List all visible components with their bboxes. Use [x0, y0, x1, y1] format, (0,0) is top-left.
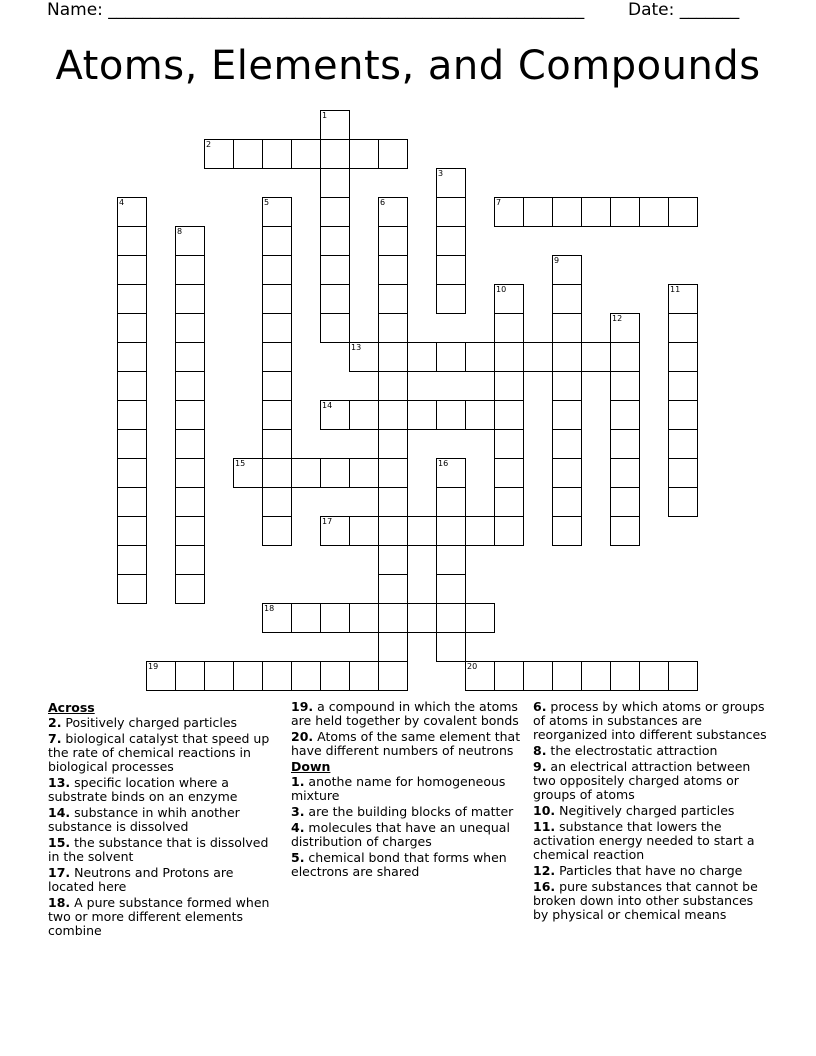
grid-cell[interactable]: [175, 400, 205, 430]
grid-cell[interactable]: [552, 458, 582, 488]
grid-cell[interactable]: [349, 400, 379, 430]
clue-number: 10.: [533, 803, 556, 818]
clue-number: 7.: [48, 731, 62, 746]
clue-item: [48, 806, 280, 834]
grid-cell[interactable]: [494, 313, 524, 343]
clue-text: Positively charged particles: [61, 715, 238, 730]
grid-cell[interactable]: [378, 545, 408, 575]
grid-cell[interactable]: [552, 197, 582, 227]
grid-cell[interactable]: [378, 197, 408, 227]
grid-cell[interactable]: [320, 255, 350, 285]
grid-cell[interactable]: [349, 661, 379, 691]
grid-cell[interactable]: [494, 342, 524, 372]
grid-cell[interactable]: [175, 574, 205, 604]
grid-cell[interactable]: [291, 661, 321, 691]
grid-cell[interactable]: [436, 226, 466, 256]
grid-cell[interactable]: [494, 516, 524, 546]
grid-cell[interactable]: [175, 284, 205, 314]
grid-cell[interactable]: [436, 632, 466, 662]
clue-item: [291, 730, 527, 758]
clue-text: substance that lowers the activation energy needed to start a chemical reaction: [533, 819, 755, 862]
cell-number: 2: [206, 140, 212, 149]
grid-cell[interactable]: [320, 458, 350, 488]
grid-cell[interactable]: [378, 139, 408, 169]
grid-cell[interactable]: [668, 661, 698, 691]
clue-number: 4.: [291, 820, 305, 835]
clue-item: [291, 700, 527, 728]
grid-cell[interactable]: [610, 400, 640, 430]
cell-number: 16: [438, 459, 449, 468]
clue-number: 12.: [533, 863, 556, 878]
grid-cell[interactable]: [436, 342, 466, 372]
grid-cell[interactable]: [407, 516, 437, 546]
cell-number: 7: [496, 198, 502, 207]
grid-cell[interactable]: [117, 458, 147, 488]
grid-cell[interactable]: [552, 284, 582, 314]
grid-cell[interactable]: [291, 458, 321, 488]
grid-cell[interactable]: [494, 284, 524, 314]
clue-number: 19.: [291, 699, 314, 714]
clue-item: [533, 804, 767, 818]
clue-number: 18.: [48, 895, 71, 910]
grid-cell[interactable]: [552, 487, 582, 517]
clue-item: [291, 775, 527, 803]
clue-text: substance in whih another substance is dissolved: [48, 805, 240, 834]
grid-cell[interactable]: [175, 487, 205, 517]
grid-cell[interactable]: [262, 342, 292, 372]
cell-number: 9: [554, 256, 560, 265]
grid-cell[interactable]: [436, 400, 466, 430]
grid-cell[interactable]: [407, 400, 437, 430]
grid-cell[interactable]: [581, 661, 611, 691]
cell-number: 1: [322, 111, 328, 120]
grid-cell[interactable]: [175, 342, 205, 372]
grid-cell[interactable]: [523, 197, 553, 227]
grid-cell[interactable]: [494, 458, 524, 488]
clue-text: are the building blocks of matter: [304, 804, 514, 819]
clue-text: Neutrons and Protons are located here: [48, 865, 234, 894]
clue-number: 20.: [291, 729, 314, 744]
grid-cell[interactable]: [175, 545, 205, 575]
grid-cell[interactable]: [378, 574, 408, 604]
clue-text: the electrostatic attraction: [546, 743, 718, 758]
grid-cell[interactable]: [117, 226, 147, 256]
grid-cell[interactable]: [320, 516, 350, 546]
grid-cell[interactable]: [262, 458, 292, 488]
grid-cell[interactable]: [552, 313, 582, 343]
cell-number: 6: [380, 198, 386, 207]
grid-cell[interactable]: [494, 400, 524, 430]
grid-cell[interactable]: [436, 574, 466, 604]
grid-cell[interactable]: [639, 197, 669, 227]
clue-text: Negitively charged particles: [555, 803, 735, 818]
cell-number: 19: [148, 662, 159, 671]
grid-cell[interactable]: [291, 139, 321, 169]
grid-cell[interactable]: [494, 429, 524, 459]
grid-cell[interactable]: [465, 603, 495, 633]
grid-cell[interactable]: [668, 371, 698, 401]
grid-cell[interactable]: [262, 429, 292, 459]
cell-number: 12: [612, 314, 623, 323]
grid-cell[interactable]: [262, 255, 292, 285]
clue-item: [533, 820, 767, 862]
clue-number: 15.: [48, 835, 71, 850]
grid-cell[interactable]: [175, 313, 205, 343]
grid-cell[interactable]: [175, 371, 205, 401]
grid-cell[interactable]: [262, 487, 292, 517]
clue-item: [291, 821, 527, 849]
grid-cell[interactable]: [610, 661, 640, 691]
grid-cell[interactable]: [436, 458, 466, 488]
clue-text: A pure substance formed when two or more different elements combine: [48, 895, 270, 938]
grid-cell[interactable]: [175, 661, 205, 691]
grid-cell[interactable]: [349, 516, 379, 546]
grid-cell[interactable]: [320, 197, 350, 227]
grid-cell[interactable]: [262, 139, 292, 169]
grid-cell[interactable]: [378, 603, 408, 633]
grid-cell[interactable]: [320, 284, 350, 314]
grid-cell[interactable]: [378, 400, 408, 430]
clue-text: an electrical attraction between two oppositely charged atoms or groups of atoms: [533, 759, 751, 802]
grid-cell[interactable]: [117, 371, 147, 401]
grid-cell[interactable]: [436, 284, 466, 314]
grid-cell[interactable]: [552, 429, 582, 459]
grid-cell[interactable]: [117, 313, 147, 343]
grid-cell[interactable]: [668, 197, 698, 227]
clue-text: Particles that have no charge: [555, 863, 743, 878]
grid-cell[interactable]: [320, 226, 350, 256]
grid-cell[interactable]: [378, 487, 408, 517]
grid-cell[interactable]: [378, 429, 408, 459]
grid-cell[interactable]: [407, 342, 437, 372]
grid-cell[interactable]: [320, 661, 350, 691]
grid-cell[interactable]: [378, 226, 408, 256]
clue-number: 11.: [533, 819, 556, 834]
grid-cell[interactable]: [581, 197, 611, 227]
grid-cell[interactable]: [117, 342, 147, 372]
date-field[interactable]: Date: _______: [628, 0, 740, 20]
grid-cell[interactable]: [262, 313, 292, 343]
cell-number: 13: [351, 343, 362, 352]
clue-number: 14.: [48, 805, 71, 820]
grid-cell[interactable]: [117, 574, 147, 604]
grid-cell[interactable]: [262, 400, 292, 430]
grid-cell[interactable]: [320, 400, 350, 430]
grid-cell[interactable]: [320, 168, 350, 198]
grid-cell[interactable]: [378, 371, 408, 401]
clue-section-heading: Across: [48, 700, 95, 715]
cell-number: 14: [322, 401, 333, 410]
grid-cell[interactable]: [436, 545, 466, 575]
grid-cell[interactable]: [668, 400, 698, 430]
clue-number: 9.: [533, 759, 547, 774]
grid-cell[interactable]: [610, 516, 640, 546]
grid-cell[interactable]: [552, 371, 582, 401]
grid-cell[interactable]: [523, 661, 553, 691]
grid-cell[interactable]: [552, 342, 582, 372]
clue-item: [533, 744, 767, 758]
grid-cell[interactable]: [378, 632, 408, 662]
grid-cell[interactable]: [523, 342, 553, 372]
grid-cell[interactable]: [378, 284, 408, 314]
clue-number: 3.: [291, 804, 305, 819]
grid-cell[interactable]: [378, 255, 408, 285]
grid-cell[interactable]: [291, 603, 321, 633]
clue-item: [533, 760, 767, 802]
grid-cell[interactable]: [610, 487, 640, 517]
grid-cell[interactable]: [436, 487, 466, 517]
grid-cell[interactable]: [552, 661, 582, 691]
grid-cell[interactable]: [610, 429, 640, 459]
cell-number: 15: [235, 459, 246, 468]
grid-cell[interactable]: [117, 255, 147, 285]
grid-cell[interactable]: [378, 458, 408, 488]
grid-cell[interactable]: [117, 487, 147, 517]
grid-cell[interactable]: [668, 284, 698, 314]
cell-number: 4: [119, 198, 125, 207]
grid-cell[interactable]: [204, 661, 234, 691]
clue-text: biological catalyst that speed up the rate of chemical reactions in biological processes: [48, 731, 270, 774]
cell-number: 11: [670, 285, 681, 294]
grid-cell[interactable]: [465, 342, 495, 372]
clue-text: chemical bond that forms when electrons are shared: [291, 850, 507, 879]
grid-cell[interactable]: [175, 226, 205, 256]
grid-cell[interactable]: [436, 197, 466, 227]
grid-cell[interactable]: [610, 371, 640, 401]
clue-number: 2.: [48, 715, 62, 730]
grid-cell[interactable]: [175, 458, 205, 488]
clue-number: 1.: [291, 774, 305, 789]
grid-cell[interactable]: [349, 603, 379, 633]
grid-cell[interactable]: [320, 110, 350, 140]
clue-item: [291, 851, 527, 879]
grid-cell[interactable]: [349, 458, 379, 488]
grid-cell[interactable]: [610, 458, 640, 488]
clue-text: pure substances that cannot be broken down into other substances by physical or chemical means: [533, 879, 758, 922]
cell-number: 20: [467, 662, 478, 671]
grid-cell[interactable]: [262, 371, 292, 401]
clue-number: 5.: [291, 850, 305, 865]
clue-number: 16.: [533, 879, 556, 894]
grid-cell[interactable]: [494, 197, 524, 227]
grid-cell[interactable]: [436, 516, 466, 546]
cell-number: 10: [496, 285, 507, 294]
grid-cell[interactable]: [436, 255, 466, 285]
grid-cell[interactable]: [378, 342, 408, 372]
grid-cell[interactable]: [262, 603, 292, 633]
grid-cell[interactable]: [668, 313, 698, 343]
grid-cell[interactable]: [436, 603, 466, 633]
grid-cell[interactable]: [668, 458, 698, 488]
clue-item: [48, 776, 280, 804]
clue-item: [533, 864, 767, 878]
grid-cell[interactable]: [349, 139, 379, 169]
grid-cell[interactable]: [117, 400, 147, 430]
grid-cell[interactable]: [320, 313, 350, 343]
clue-item: [48, 716, 280, 730]
grid-cell[interactable]: [668, 429, 698, 459]
grid-cell[interactable]: [233, 458, 263, 488]
grid-cell[interactable]: [378, 313, 408, 343]
page-title: Atoms, Elements, and Compounds: [55, 43, 761, 89]
grid-cell[interactable]: [233, 661, 263, 691]
grid-cell[interactable]: [581, 342, 611, 372]
clue-text: specific location where a substrate binds on an enzyme: [48, 775, 238, 804]
clue-column-1: [48, 700, 280, 940]
grid-cell[interactable]: [320, 603, 350, 633]
grid-cell[interactable]: [204, 139, 234, 169]
grid-cell[interactable]: [175, 516, 205, 546]
clue-number: 8.: [533, 743, 547, 758]
grid-cell[interactable]: [175, 255, 205, 285]
clue-text: process by which atoms or groups of atoms in substances are reorganized into different substances: [533, 699, 767, 742]
clue-number: 6.: [533, 699, 547, 714]
cell-number: 18: [264, 604, 275, 613]
grid-cell[interactable]: [668, 487, 698, 517]
grid-cell[interactable]: [407, 603, 437, 633]
grid-cell[interactable]: [639, 661, 669, 691]
cell-number: 5: [264, 198, 270, 207]
grid-cell[interactable]: [117, 545, 147, 575]
clue-text: Atoms of the same element that have different numbers of neutrons: [291, 729, 521, 758]
grid-cell[interactable]: [494, 661, 524, 691]
clue-item: [533, 880, 767, 922]
grid-cell[interactable]: [494, 487, 524, 517]
grid-cell[interactable]: [146, 661, 176, 691]
grid-cell[interactable]: [262, 197, 292, 227]
clue-number: 17.: [48, 865, 71, 880]
clue-text: anothe name for homogeneous mixture: [291, 774, 506, 803]
grid-cell[interactable]: [262, 226, 292, 256]
grid-cell[interactable]: [117, 197, 147, 227]
grid-cell[interactable]: [378, 661, 408, 691]
grid-cell[interactable]: [262, 284, 292, 314]
grid-cell[interactable]: [668, 342, 698, 372]
grid-cell[interactable]: [610, 197, 640, 227]
grid-cell[interactable]: [465, 661, 495, 691]
grid-cell[interactable]: [117, 429, 147, 459]
grid-cell[interactable]: [175, 429, 205, 459]
cell-number: 3: [438, 169, 444, 178]
grid-cell[interactable]: [117, 284, 147, 314]
clue-column-3: [533, 700, 767, 924]
grid-cell[interactable]: [552, 255, 582, 285]
name-field[interactable]: Name: ________________________________________________________: [47, 0, 585, 20]
clue-item: [48, 896, 280, 938]
clue-item: [533, 700, 767, 742]
clue-item: [291, 805, 527, 819]
grid-cell[interactable]: [436, 168, 466, 198]
clue-item: [48, 836, 280, 864]
grid-cell[interactable]: [610, 313, 640, 343]
clue-item: [48, 866, 280, 894]
clue-column-2: [291, 700, 527, 881]
clue-number: 13.: [48, 775, 71, 790]
clue-text: the substance that is dissolved in the solvent: [48, 835, 269, 864]
grid-cell[interactable]: [320, 139, 350, 169]
grid-cell[interactable]: [262, 661, 292, 691]
grid-cell[interactable]: [378, 516, 408, 546]
cell-number: 17: [322, 517, 333, 526]
grid-cell[interactable]: [233, 139, 263, 169]
grid-cell[interactable]: [552, 400, 582, 430]
grid-cell[interactable]: [465, 400, 495, 430]
clue-text: a compound in which the atoms are held together by covalent bonds: [291, 699, 519, 728]
clue-item: [48, 732, 280, 774]
grid-cell[interactable]: [349, 342, 379, 372]
grid-cell[interactable]: [465, 516, 495, 546]
clue-section-heading: Down: [291, 759, 331, 774]
grid-cell[interactable]: [494, 371, 524, 401]
clue-text: molecules that have an unequal distribution of charges: [291, 820, 510, 849]
grid-cell[interactable]: [117, 516, 147, 546]
grid-cell[interactable]: [262, 516, 292, 546]
grid-cell[interactable]: [552, 516, 582, 546]
grid-cell[interactable]: [610, 342, 640, 372]
cell-number: 8: [177, 227, 183, 236]
